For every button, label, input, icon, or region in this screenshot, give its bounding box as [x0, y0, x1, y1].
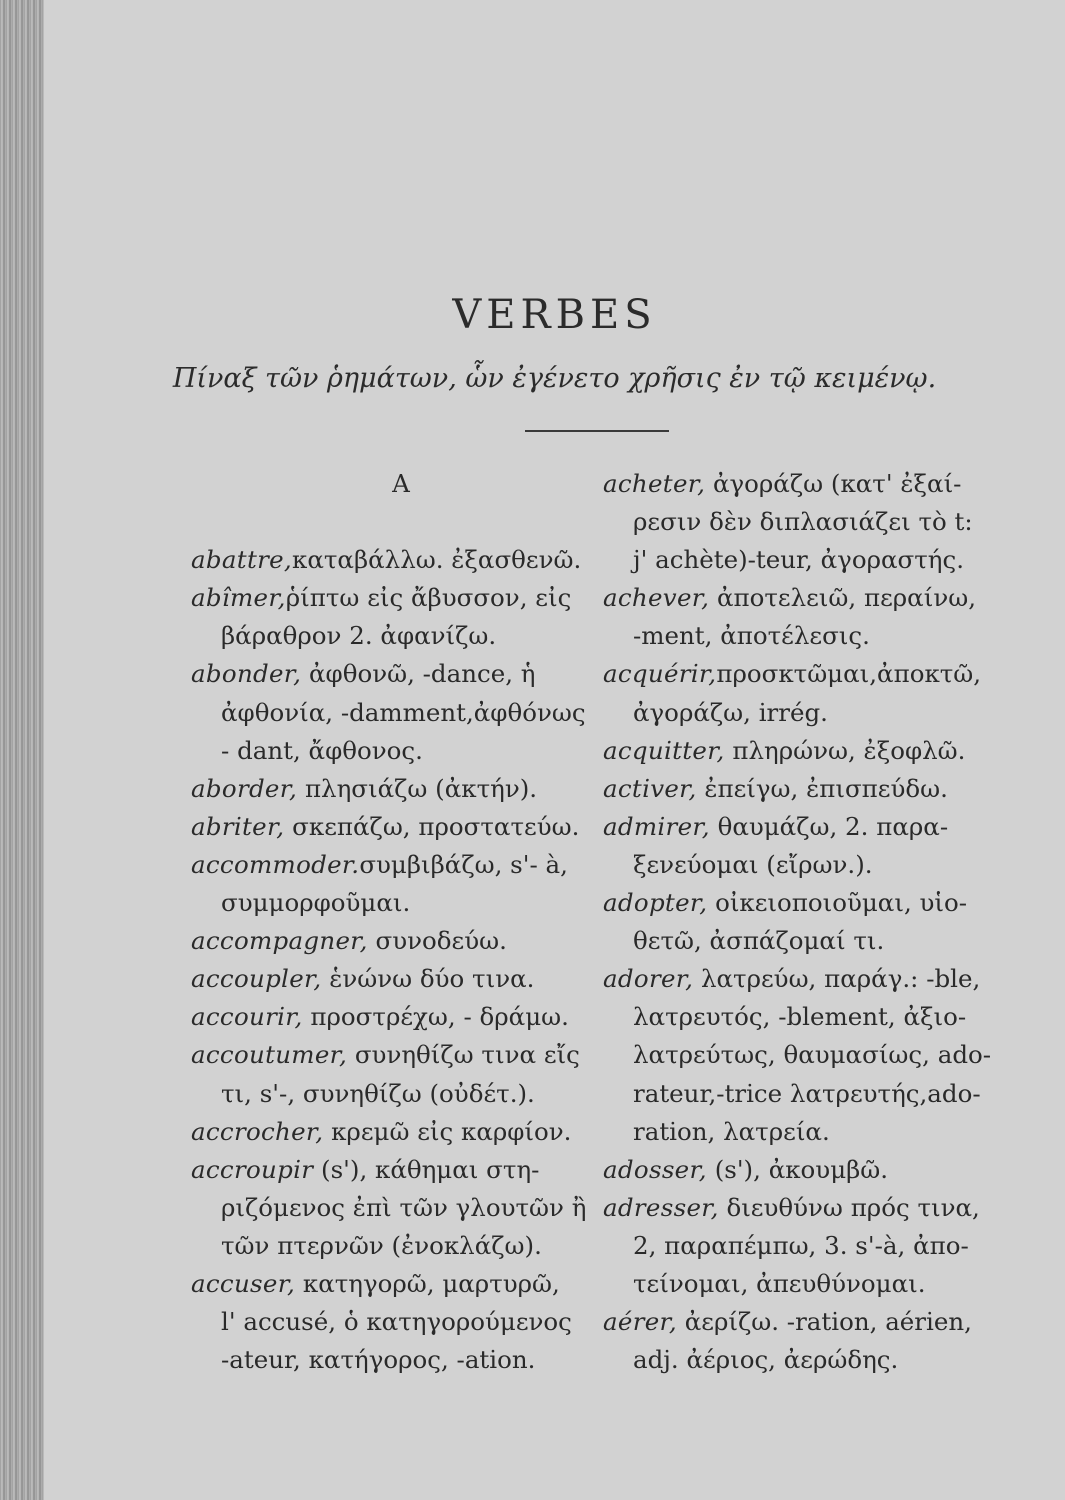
- entry-line: [603, 1227, 1023, 1265]
- definition-text: ἀγοράζω, irrég.: [633, 697, 828, 727]
- definition-text: λατρευτός, -blement, ἀξιο-: [633, 1002, 967, 1032]
- entry-line: [191, 770, 591, 808]
- definition-text: adj. ἀέριος, ἀερώδης.: [633, 1345, 899, 1375]
- entry-line: [191, 960, 591, 998]
- definition-text: l' accusé, ὁ κατηγορούμενος: [221, 1307, 572, 1337]
- entry-line: [191, 922, 591, 960]
- entry-line: [603, 1113, 1023, 1151]
- definition-text: κρεμῶ εἰς καρφίον.: [323, 1116, 572, 1146]
- definition-text: τῶν πτερνῶν (ἐνοκλάζω).: [221, 1230, 542, 1260]
- entry-line: [191, 617, 591, 655]
- definition-text: θετῶ, ἀσπάζομαί τι.: [633, 926, 885, 956]
- definition-text: ἀερίζω. -ration, aérien,: [676, 1307, 972, 1337]
- entry-line: [603, 808, 1023, 846]
- definition-text: (s'), κάθημαι στη-: [313, 1154, 540, 1184]
- section-letter: A: [392, 469, 410, 498]
- entry-line: [603, 770, 1023, 808]
- page-title: VERBES: [452, 292, 657, 338]
- definition-text: ξενεύομαι (εἴρων.).: [633, 849, 873, 879]
- entry-line: [191, 579, 591, 617]
- definition-text: λατρεύω, παράγ.: -ble,: [693, 964, 981, 994]
- entry-line: [191, 998, 591, 1036]
- definition-text: ἀποτελειῶ, περαίνω,: [709, 583, 976, 613]
- entry-line: [603, 1303, 1023, 1341]
- entry-line: [603, 1036, 1023, 1074]
- entry-line: [191, 732, 591, 770]
- headword: adopter,: [603, 888, 708, 918]
- entry-line: [603, 922, 1023, 960]
- entry-line: [191, 884, 591, 922]
- entry-line: [191, 846, 591, 884]
- definition-text: ἐπείγω, ἐπισπεύδω.: [696, 773, 948, 803]
- definition-text: βάραθρον 2. ἀφανίζω.: [221, 621, 497, 651]
- definition-text: j' achète)-teur, ἀγοραστής.: [633, 545, 964, 575]
- headword: accoupler,: [191, 964, 322, 994]
- headword: accourir,: [191, 1002, 303, 1032]
- definition-text: ῥίπτω εἰς ἄβυσσον, εἰς: [285, 583, 572, 613]
- entry-line: [603, 655, 1023, 693]
- headword: aérer,: [603, 1307, 677, 1337]
- entry-line: [603, 846, 1023, 884]
- definition-text: καταβάλλω. ἐξασθενῶ.: [292, 545, 582, 575]
- page-subtitle: Πίναξ τῶν ῥημάτων, ὧν ἐγένετο χρῆσις ἐν τῷ κειμένῳ.: [172, 363, 937, 394]
- definition-text: rateur,-trice λατρευτής,ado-: [633, 1078, 981, 1108]
- entry-line: [191, 1227, 591, 1265]
- document-page: [44, 0, 1065, 1500]
- entry-line: [191, 1075, 591, 1113]
- entry-line: [191, 808, 591, 846]
- definition-text: τι, s'-, συνηθίζω (οὐδέτ.).: [221, 1078, 535, 1108]
- headword: abonder,: [191, 659, 302, 689]
- definition-text: συνοδεύω.: [367, 926, 507, 956]
- entry-line: [603, 617, 1023, 655]
- entry-line: [191, 1113, 591, 1151]
- entry-line: [191, 541, 591, 579]
- definition-text: 2, παραπέμπω, 3. s'-à, ἀπο-: [633, 1230, 969, 1260]
- headword: admirer,: [603, 811, 710, 841]
- left-column: [191, 465, 591, 1379]
- definition-text: προστρέχω, - δράμω.: [302, 1002, 569, 1032]
- entry-line: [191, 655, 591, 693]
- entry-line: [603, 579, 1023, 617]
- headword: accuser,: [191, 1268, 296, 1298]
- definition-text: συνηθίζω τινα εἴς: [347, 1040, 580, 1070]
- right-column: [603, 465, 1023, 1379]
- definition-text: ration, λατρεία.: [633, 1116, 830, 1146]
- entry-line: [603, 541, 1023, 579]
- definition-text: προσκτῶμαι,ἀποκτῶ,: [716, 659, 982, 689]
- definition-text: ἀφθονῶ, -dance, ἡ: [301, 659, 536, 689]
- definition-text: διευθύνω πρός τινα,: [718, 1192, 980, 1222]
- definition-text: ριζόμενος ἐπὶ τῶν γλουτῶν ἢ: [221, 1192, 587, 1222]
- headword: achever,: [603, 583, 710, 613]
- headword: accrocher,: [191, 1116, 324, 1146]
- headword: abîmer,: [191, 583, 286, 613]
- definition-text: πληρώνω, ἐξοφλῶ.: [724, 735, 966, 765]
- entry-line: [603, 884, 1023, 922]
- definition-text: -ateur, κατήγορος, -ation.: [221, 1345, 536, 1375]
- entry-line: [191, 1303, 591, 1341]
- entry-line: [603, 1189, 1023, 1227]
- definition-text: λατρεύτως, θαυμασίως, ado-: [633, 1040, 992, 1070]
- headword: abriter,: [191, 811, 285, 841]
- entry-line: [191, 1265, 591, 1303]
- headword: aborder,: [191, 773, 298, 803]
- headword: adresser,: [603, 1192, 719, 1222]
- entry-line: [603, 1075, 1023, 1113]
- headword: accommoder.: [191, 849, 360, 879]
- headword: acquitter,: [603, 735, 725, 765]
- entry-line: [603, 960, 1023, 998]
- definition-text: ἑνώνω δύο τινα.: [321, 964, 535, 994]
- definition-text: οἰκειοποιοῦμαι, υἱο-: [707, 888, 968, 918]
- definition-text: -ment, ἀποτέλεσις.: [633, 621, 870, 651]
- headword: abattre,: [191, 545, 292, 575]
- entry-line: [603, 1265, 1023, 1303]
- headword: activer,: [603, 773, 697, 803]
- definition-text: - dant, ἄφθονος.: [221, 735, 423, 765]
- title-divider: [525, 430, 669, 432]
- headword: acheter,: [603, 469, 706, 498]
- entry-line: [603, 465, 1023, 503]
- entry-line: [603, 1151, 1023, 1189]
- book-page-edges: [0, 0, 44, 1500]
- definition-text: (s'), ἀκουμβῶ.: [706, 1154, 889, 1184]
- headword: acquérir,: [603, 659, 717, 689]
- definition-text: θαυμάζω, 2. παρα-: [709, 811, 949, 841]
- entry-line: [191, 694, 591, 732]
- entry-line: [191, 1189, 591, 1227]
- definition-text: σκεπάζω, προστατεύω.: [284, 811, 580, 841]
- definition-text: πλησιάζω (ἀκτήν).: [297, 773, 538, 803]
- definition-text: ἀγοράζω (κατ' ἐξαί-: [705, 469, 962, 498]
- entry-line: [603, 694, 1023, 732]
- definition-text: ἀφθονία, -damment,ἀφθόνως: [221, 697, 586, 727]
- spacer-line: [191, 503, 591, 541]
- entry-line: [191, 1151, 591, 1189]
- headword: accroupir: [191, 1154, 314, 1184]
- definition-text: κατηγορῶ, μαρτυρῶ,: [295, 1268, 560, 1298]
- headword: adorer,: [603, 964, 694, 994]
- headword: accoutumer,: [191, 1040, 348, 1070]
- entry-line: [603, 998, 1023, 1036]
- entry-line: [603, 503, 1023, 541]
- definition-text: ρεσιν δὲν διπλασιάζει τὸ t:: [633, 507, 973, 537]
- definition-text: συμμορφοῦμαι.: [221, 888, 411, 918]
- headword: accompagner,: [191, 926, 368, 956]
- entry-line: [603, 732, 1023, 770]
- definition-text: τείνομαι, ἀπευθύνομαι.: [633, 1268, 926, 1298]
- definition-text: συμβιβάζω, s'- à,: [359, 849, 568, 879]
- headword: adosser,: [603, 1154, 707, 1184]
- entry-line: [191, 1341, 591, 1379]
- entry-line: [603, 1341, 1023, 1379]
- entry-line: [191, 1036, 591, 1074]
